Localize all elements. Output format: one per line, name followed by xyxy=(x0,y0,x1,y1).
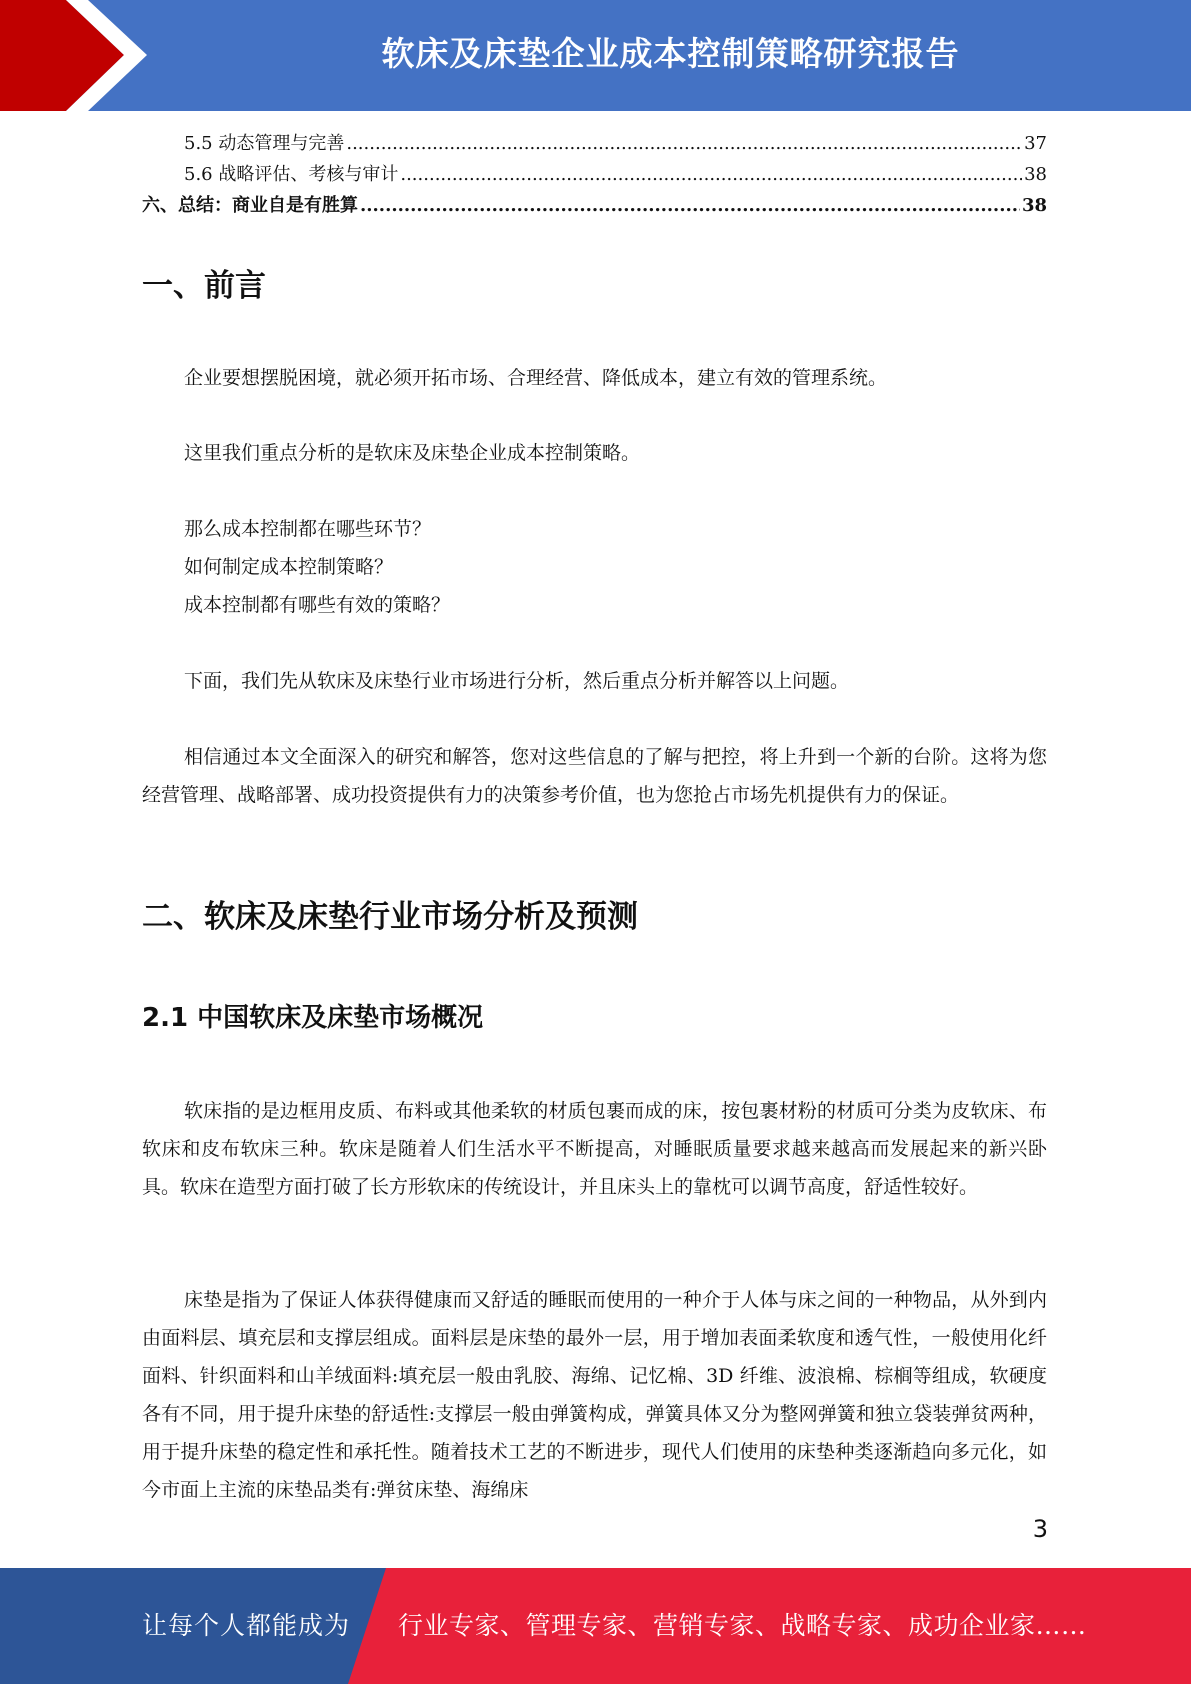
paragraph: 这里我们重点分析的是软床及床垫企业成本控制策略。 xyxy=(184,442,641,464)
toc-entry-label: 5.5 动态管理与完善 xyxy=(184,133,345,154)
toc-leader-dots xyxy=(400,159,1022,190)
question-line: 成本控制都有哪些有效的策略？ xyxy=(184,594,451,616)
section-heading: 一、前言 xyxy=(142,268,266,304)
question-line: 如何制定成本控制策略？ xyxy=(184,556,394,578)
paragraph: 软床指的是边框用皮质、布料或其他柔软的材质包裹而成的床，按包裹材粉的材质可分类为皮软床、布软床和皮布软床三种。软床是随着人们生活水平不断提高，对睡眠质量要求越来越高而发展起来的新兴卧具。软床在造型方面打破了长方形软床的传统设计，并且床头上的靠枕可以调节高度，舒适性较好。 xyxy=(142,1100,1047,1198)
paragraph: 企业要想摆脱困境，就必须开拓市场、合理经营、降低成本，建立有效的管理系统。 xyxy=(184,367,888,389)
footer-slogan-left: 让每个人都能成为 xyxy=(142,1611,351,1640)
toc-entry-page: 38 xyxy=(1024,164,1047,185)
toc-entry[interactable] xyxy=(142,190,1047,221)
page-header xyxy=(0,0,1191,111)
subsection-heading: 2.1 中国软床及床垫市场概况 xyxy=(142,1003,484,1033)
toc-entry-page: 37 xyxy=(1024,133,1047,154)
paragraph: 相信通过本文全面深入的研究和解答，您对这些信息的了解与把控，将上升到一个新的台阶。这将为您经营管理、战略部署、成功投资提供有力的决策参考价值，也为您抢占市场先机提供有力的保证。 xyxy=(142,746,1047,806)
paragraph: 床垫是指为了保证人体获得健康而又舒适的睡眠而使用的一种介于人体与床之间的一种物品，从外到内由面料层、填充层和支撑层组成。面料层是床垫的最外一层，用于增加表面柔软度和透气性，一般使用化纤面料、针织面料和山羊绒面料:填充层一般由乳胶、海绵、记忆棉、3D 纤维、波浪棉、棕榈等组成，软硬度各有不同，用于提升床垫的舒适性:支撑层一般由弹簧构成，弹簧具体又分为整网弹簧和独立袋装弹贫两种，用于提升床垫的稳定性和承托性。随着技术工艺的不断进步，现代人们使用的床垫种类逐渐趋向多元化，如今市面上主流的床垫品类有:弹贫床垫、海绵床 xyxy=(142,1289,1047,1501)
toc-leader-dots xyxy=(360,190,1020,221)
paragraph: 下面，我们先从软床及床垫行业市场进行分析，然后重点分析并解答以上问题。 xyxy=(184,670,850,692)
report-title: 软床及床垫企业成本控制策略研究报告 xyxy=(381,34,960,73)
footer-slogan-right: 行业专家、管理专家、营销专家、战略专家、成功企业家…… xyxy=(398,1611,1087,1640)
toc-entry[interactable] xyxy=(142,159,1047,190)
toc-entry-label: 六、总结：商业自是有胜算 xyxy=(142,195,358,216)
toc-leader-dots xyxy=(346,128,1022,159)
page-number: 3 xyxy=(1032,1515,1048,1543)
page-footer xyxy=(0,1568,1191,1684)
toc-entry[interactable] xyxy=(142,128,1047,159)
section-heading: 二、软床及床垫行业市场分析及预测 xyxy=(142,899,638,935)
toc-entry-label: 5.6 战略评估、考核与审计 xyxy=(184,164,399,185)
table-of-contents xyxy=(142,128,1047,221)
toc-entry-page: 38 xyxy=(1021,195,1047,216)
question-line: 那么成本控制都在哪些环节？ xyxy=(184,518,432,540)
